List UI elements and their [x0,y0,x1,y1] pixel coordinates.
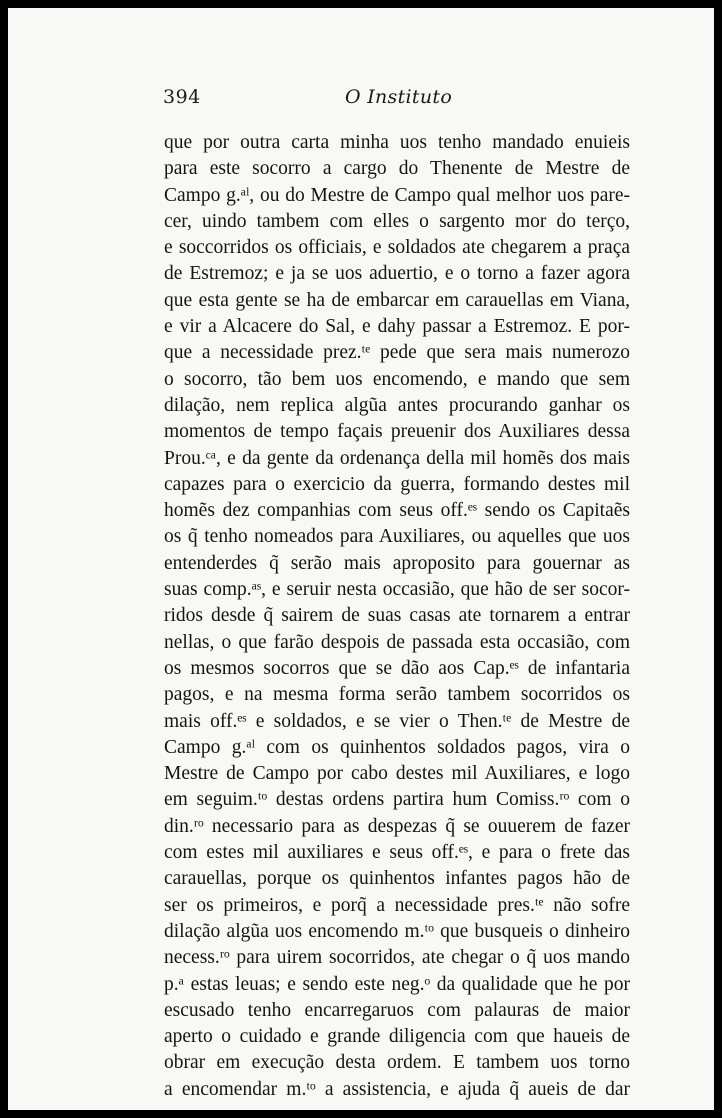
text-line: aperto o cuidado e grande diligencia com que haueis de [164,1026,630,1048]
text-line: entenderdes q̃ serão mais aproposito para gouernar as [164,552,630,574]
text-line: os q̃ tenho nomeados para Auxiliares, ou aquelles que uos [164,526,630,548]
text-line: ridos desde q̃ sairem de suas casas ate tornarem a entrar [164,605,630,627]
page-header [0,86,722,116]
text-line: din.ʳᵒ necessario para as despezas q̃ se ouuerem de fazer [164,815,630,837]
text-line: dilação algũa uos encomendo m.ᵗᵒ que busqueis o dinheiro [164,920,630,942]
text-line: ser os primeiros, e porq̃ a necessidade pres.ᵗᵉ não sofre [164,894,630,916]
text-line: pagos, e na mesma forma serão tambem socorridos os [164,684,630,706]
page-number: 394 [163,86,201,108]
text-line: nellas, o que farão despois de passada esta occasião, com [164,631,630,653]
text-line: necess.ʳᵒ para uirem socorridos, ate chegar o q̃ uos mando [164,947,630,969]
text-line: que esta gente se ha de embarcar em carauellas em Viana, [164,289,630,311]
text-line: e vir a Alcacere do Sal, e dahy passar a Estremoz. E por- [164,316,630,338]
text-line: de Estremoz; e ja se uos aduertio, e o torno a fazer agora [164,263,630,285]
text-line: com estes mil auxiliares e seus off.ᵉˢ, e para o frete das [164,842,630,864]
text-line: que a necessidade prez.ᵗᵉ pede que sera mais numerozo [164,342,630,364]
text-line: Mestre de Campo por cabo destes mil Auxiliares, e logo [164,763,630,785]
text-line: capazes para o exercicio da guerra, formando destes mil [164,473,630,495]
text-line: e soccorridos os officiais, e soldados ate chegarem a praça [164,237,630,259]
text-line: que por outra carta minha uos tenho mandado enuieis [164,132,630,153]
text-line: momentos de tempo façais preuenir dos Auxiliares dessa [164,421,630,443]
text-line: o socorro, tão bem uos encomendo, e mando que sem [164,368,630,390]
text-line: obrar em execução desta ordem. E tambem uos torno [164,1052,630,1074]
text-line: em seguim.ᵗᵒ destas ordens partira hum Comiss.ʳᵒ com o [164,789,630,811]
text-line: carauellas, porque os quinhentos infantes pagos hão de [164,868,630,890]
text-line: dilação, nem replica algũa antes procurando ganhar os [164,394,630,416]
body-text [164,130,630,1103]
text-line: cer, uindo tambem com elles o sargento mor do terço, [164,210,630,232]
text-line: Prou.ᶜᵃ, e da gente da ordenança della mil homẽs dos mais [164,447,630,469]
text-line: suas comp.ᵃˢ, e seruir nesta occasião, que hão de ser socor- [164,579,630,601]
text-line: os mesmos socorros que se dão aos Cap.ᵉˢ de infantaria [164,657,630,679]
text-line: Campo g.ᵃˡ, ou do Mestre de Campo qual melhor uos pare- [164,184,630,206]
text-line: para este socorro a cargo do Thenente de Mestre de [164,158,630,180]
text-line: escusado tenho encarregaruos com palauras de maior [164,999,630,1021]
text-line: p.ᵃ estas leuas; e sendo este neg.ᵒ da qualidade que he por [164,973,630,995]
running-title: O Instituto [345,86,453,108]
text-line: mais off.ᵉˢ e soldados, e se vier o Then.ᵗᵉ de Mestre de [164,710,630,732]
text-line: a encomendar m.ᵗᵒ a assistencia, e ajuda q̃ aueis de dar [164,1078,630,1100]
text-line: Campo g.ᵃˡ com os quinhentos soldados pagos, vira o [164,736,630,758]
text-line: homẽs dez companhias com seus off.ᵉˢ sendo os Capitaẽs [164,500,630,522]
